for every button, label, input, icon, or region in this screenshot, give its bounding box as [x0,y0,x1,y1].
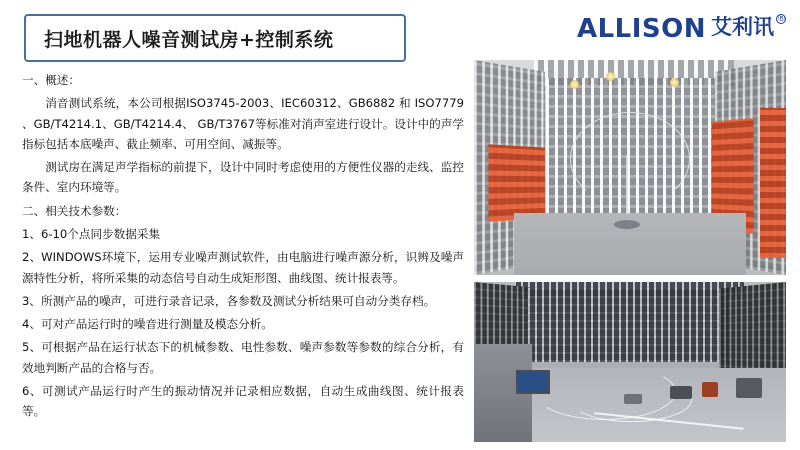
ceiling-lamp-icon [670,78,679,87]
photo-scene-top [474,60,786,275]
test-equipment-1 [670,386,692,399]
spec-item-1: 1、6-10个点同步数据采集 [22,226,161,241]
photo-scene-bottom [474,282,786,442]
test-equipment-4 [736,378,762,398]
anechoic-chamber-interior-photo [474,60,786,275]
spec-item-5: 5、可根据产品在运行状态下的机械参数、电性参数、噪声参数等参数的综合分析，有效地判断产品的合格与否。 [22,340,464,375]
orange-wedge-panel-left [488,144,545,222]
chamber2-wall-back [528,288,728,362]
spec-item-6: 6、可测试产品运行时产生的振动情况并记录相应数据，自动生成曲线图、统计报表等。 [22,383,464,419]
company-logo [577,16,786,42]
spec-item-3: 3、所测产品的噪声，可进行录音记录，各参数及测试分析结果可自动分类存档。 [22,293,436,308]
robot-vacuum-under-test [614,220,640,229]
trademark-icon: ® [777,14,786,24]
section-heading-2: 二、相关技术参数： [22,203,127,218]
logo-english-text: ALLISON [576,14,706,44]
test-equipment-2 [702,382,718,397]
page-title: 扫地机器人噪音测试房+控制系统 [44,28,334,51]
page-title-box [24,14,406,62]
ceiling-lamp-icon [570,80,579,89]
section-1-paragraph-1: 消音测试系统，本公司根据ISO3745-2003、IEC60312、GB6882 和 ISO7779 、GB/T4214.1、GB/T4214.4、 GB/T3767等标准对消声室进行设计。设计中的声学指标包括本底噪声、截止频率、可用空间、减振等。 [22,96,464,151]
document-body [22,70,464,425]
section-heading-1: 一、概述： [22,73,80,87]
logo-chinese-text: 艾利讯 [711,15,774,39]
orange-wedge-panel-right [760,108,786,258]
spec-item-4: 4、可对产品运行时的噪音进行测量及模态分析。 [22,317,273,332]
ceiling-lamp-icon [606,72,615,81]
microphone-arc-rig [570,112,690,206]
spec-item-2: 2、WINDOWS环境下，运用专业噪声测试软件，由电脑进行噪声源分析，识辨及噪声源特性分析，将所采集的动态信号自动生成矩形图、曲线图、统计报表等。 [22,250,464,285]
microphone-pole [626,156,628,214]
section-1-paragraph-2: 测试房在满足声学指标的前提下，设计中同时考虑使用的方便性仪器的走线、监控条件、室内环境等。 [22,160,464,195]
test-equipment-3 [624,394,642,404]
semi-anechoic-chamber-equipment-photo [474,282,786,442]
